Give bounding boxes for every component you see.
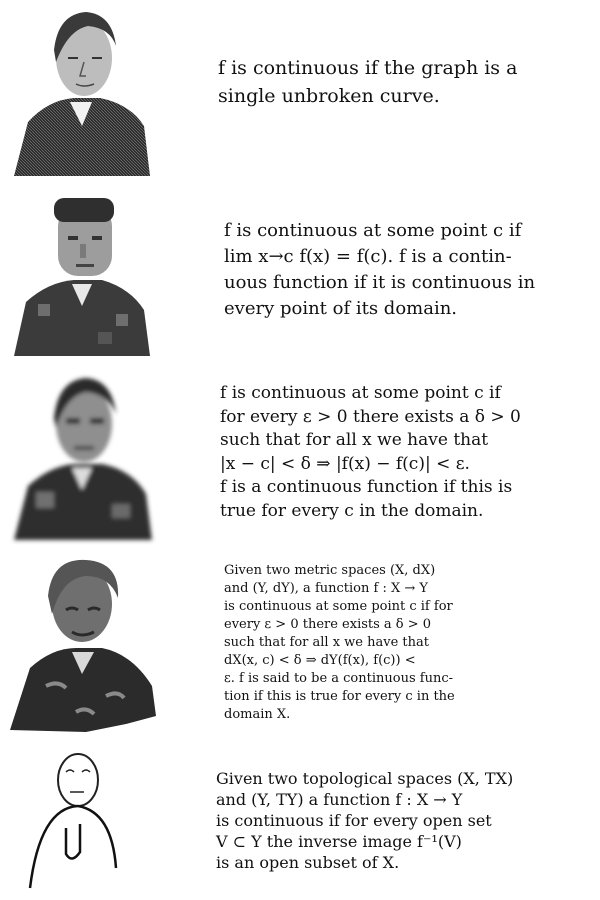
stick-figure-portrait-icon xyxy=(20,748,140,898)
gray-silhouette-portrait-icon xyxy=(6,556,166,738)
panel-2 xyxy=(0,180,600,360)
panel-5-line: V ⊂ Y the inverse image f⁻¹(V) xyxy=(216,832,462,851)
panel-1 xyxy=(0,0,600,180)
panel-5-line: is an open subset of X. xyxy=(216,853,400,872)
panel-4-line: every ε > 0 there exists a δ > 0 xyxy=(224,617,432,632)
panel-5-line: is continuous if for every open set xyxy=(216,811,492,830)
panel-3-line: true for every c in the domain. xyxy=(220,500,484,521)
panel-2-line: f is continuous at some point c if xyxy=(224,220,522,241)
pixelated-portrait-icon xyxy=(8,184,168,360)
panel-4-line: domain X. xyxy=(224,707,291,722)
panel-4-line: is continuous at some point c if for xyxy=(224,599,453,614)
panel-5-line: and (Y, TY) a function f : X → Y xyxy=(216,790,463,809)
panel-2-line: uous function if it is continuous in xyxy=(224,272,536,293)
panel-2-line: every point of its domain. xyxy=(224,298,458,319)
panel-4 xyxy=(0,550,600,740)
panel-4-line: Given two metric spaces (X, dX) xyxy=(224,563,436,578)
panel-2-text xyxy=(224,218,574,322)
panel-5 xyxy=(0,740,600,900)
panel-4-line: and (Y, dY), a function f : X → Y xyxy=(224,581,428,596)
panel-4-line: ε. f is said to be a continuous func- xyxy=(224,671,453,686)
panel-4-line: tion if this is true for every c in the xyxy=(224,689,455,704)
panel-1-text xyxy=(218,54,568,110)
panel-3-line: for every ε > 0 there exists a δ > 0 xyxy=(220,406,521,427)
panel-5-text xyxy=(216,768,536,873)
panel-1-line: single unbroken curve. xyxy=(218,85,440,107)
panel-1-line: f is continuous if the graph is a xyxy=(218,57,518,79)
panel-3 xyxy=(0,360,600,550)
panel-4-line: dX(x, c) < δ ⇒ dY(f(x), f(c)) < xyxy=(224,653,416,668)
panel-5-line: Given two topological spaces (X, TX) xyxy=(216,769,514,788)
blurred-portrait-icon xyxy=(8,366,168,546)
panel-4-text xyxy=(224,562,484,724)
panel-3-line: |x − c| < δ ⇒ |f(x) − f(c)| < ε. xyxy=(220,453,470,474)
panel-3-line: f is a continuous function if this is xyxy=(220,477,513,497)
panel-4-line: such that for all x we have that xyxy=(224,635,429,650)
panel-3-line: such that for all x we have that xyxy=(220,430,489,450)
panel-3-text xyxy=(220,382,550,523)
panel-3-line: f is continuous at some point c if xyxy=(220,383,501,403)
engraved-portrait-icon xyxy=(8,2,168,178)
panel-2-line: lim x→c f(x) = f(c). f is a contin- xyxy=(224,246,512,267)
